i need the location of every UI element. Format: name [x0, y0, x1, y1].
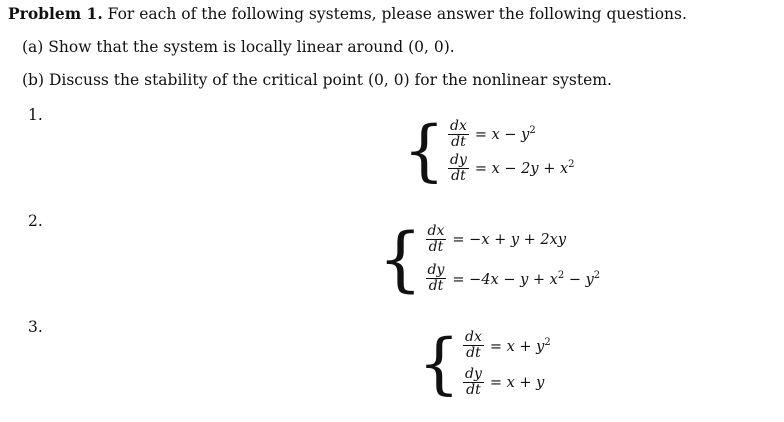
system-2: [378, 218, 601, 300]
system-1: [403, 112, 575, 189]
problem-intro: For each of the following systems, please answer the following questions.: [107, 5, 687, 23]
system-1-number: 1.: [28, 106, 43, 124]
part-b-label: (b): [22, 71, 45, 89]
problem-heading: [8, 4, 687, 23]
problem-label: Problem 1.: [8, 4, 103, 23]
derivative-fraction: $\frac{dx}{dt}$: [427, 223, 445, 255]
derivative-fraction: $\frac{dy}{dt}$: [427, 262, 445, 294]
part-a-text: Show that the system is locally linear around (0, 0).: [48, 38, 455, 56]
system-3: [418, 325, 551, 402]
system-2-eq-dy: $\frac{dy}{dt}$ = $-4x - y + x^2 - y^2$: [427, 262, 601, 294]
brace-icon: {: [378, 218, 423, 300]
system-3-number: 3.: [28, 318, 43, 336]
system-2-number: 2.: [28, 212, 43, 230]
system-1-eq-dx: $\frac{dx}{dt}$ = $x - y^2$: [450, 117, 536, 150]
derivative-fraction: $\frac{dx}{dt}$: [465, 329, 482, 361]
system-3-eq-dx: $\frac{dx}{dt}$ = $x + y^2$: [465, 329, 551, 361]
system-3-eq-dy: $\frac{dy}{dt}$ = x + y: [465, 366, 545, 398]
brace-icon: {: [403, 112, 445, 189]
part-b: [22, 71, 612, 89]
part-b-text: Discuss the stability of the critical point (0, 0) for the nonlinear system.: [48, 71, 612, 89]
system-2-eq-dx: $\frac{dx}{dt}$ = −x + y + 2xy: [427, 223, 567, 255]
derivative-fraction: $\frac{dx}{dt}$: [450, 117, 467, 150]
derivative-fraction: $\frac{dy}{dt}$: [450, 151, 467, 184]
derivative-fraction: $\frac{dy}{dt}$: [465, 366, 482, 398]
system-1-eq-dy: $\frac{dy}{dt}$ = $x - 2y + x^2$: [450, 151, 575, 184]
part-a-label: (a): [22, 38, 44, 56]
brace-icon: {: [418, 325, 460, 402]
part-a: [22, 38, 455, 56]
